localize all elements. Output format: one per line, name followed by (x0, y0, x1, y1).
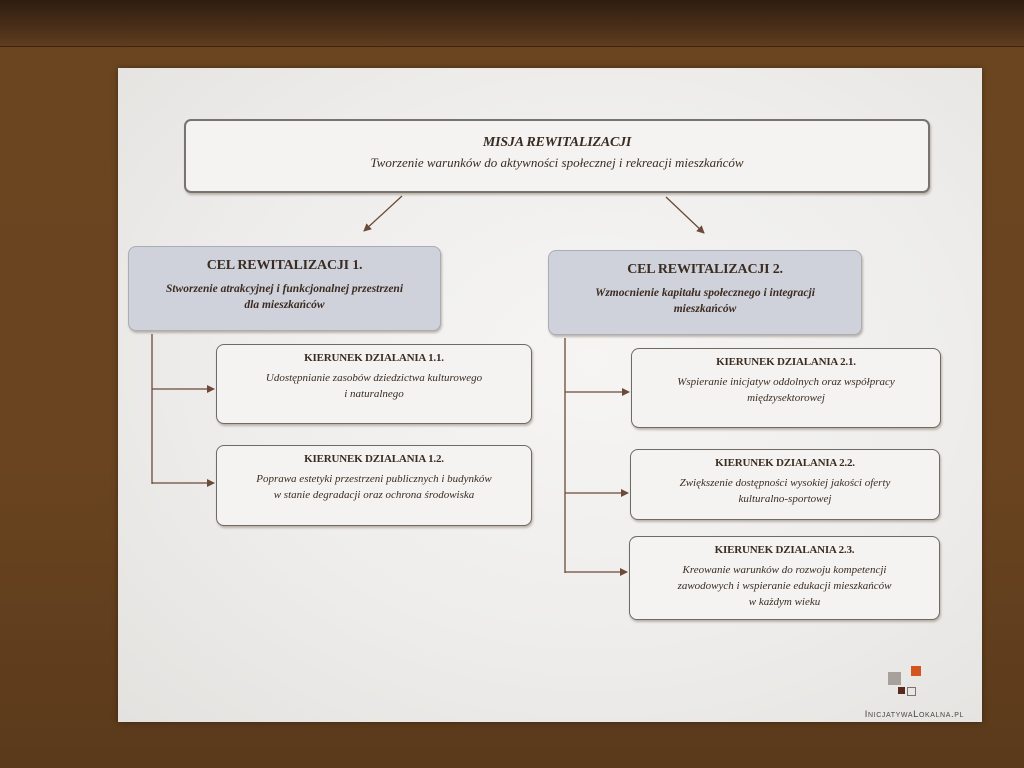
logo-square-gray (888, 672, 901, 685)
action-2-1-description (644, 374, 928, 406)
logo-square-outline (907, 687, 916, 696)
action-2-1-line: międzysektorowej (747, 392, 825, 404)
projection-screen (118, 68, 982, 722)
action-2-2-description (643, 475, 927, 507)
action-2-3-line: w każdym wieku (748, 596, 821, 608)
goal-1-subtitle (143, 281, 426, 313)
action-1-2-title: KIERUNEK DZIALANIA 1.2. (304, 453, 444, 465)
action-1-2-line: w stanie degradacji oraz ochrona środowiska (273, 489, 475, 501)
brand-logo-icon (888, 666, 928, 702)
wall-trim (0, 0, 1024, 47)
action-2-2-box (630, 449, 940, 520)
mission-box (184, 119, 930, 193)
mission-subtitle: Tworzenie warunków do aktywności społecznej i rekreacji mieszkańców (370, 155, 744, 170)
action-2-3-description (642, 562, 927, 610)
goal-2-subtitle-line: Wzmocnienie kapitału społecznego i integracji (595, 287, 815, 299)
goal-1-subtitle-line: dla mieszkańców (244, 299, 325, 311)
mission-title: MISJA REWITALIZACJI (482, 135, 632, 150)
action-2-2-line: Zwiększenie dostępności wysokiej jakości oferty (679, 477, 891, 489)
goal-2-subtitle (563, 285, 847, 317)
action-1-2-description (229, 471, 519, 503)
action-2-3-box (629, 536, 940, 620)
action-1-1-description (229, 370, 519, 402)
action-2-1-box (631, 348, 941, 428)
action-2-2-title: KIERUNEK DZIALANIA 2.2. (715, 457, 855, 469)
logo-square-orange (911, 666, 921, 676)
action-1-1-line: Udostępnianie zasobów dziedzictwa kulturowego (265, 372, 483, 384)
action-1-2-box (216, 445, 532, 526)
action-2-3-line: zawodowych i wspieranie edukacji mieszkańców (677, 580, 892, 592)
brand-text: InicjatywaLokalna.pl (864, 709, 964, 720)
action-1-1-line: i naturalnego (344, 388, 404, 400)
action-2-1-line: Wspieranie inicjatyw oddolnych oraz współpracy (677, 376, 895, 388)
action-2-3-title: KIERUNEK DZIALANIA 2.3. (714, 544, 855, 556)
arrow-mission-to-goal-1 (364, 196, 402, 231)
action-1-1-title: KIERUNEK DZIALANIA 1.1. (304, 352, 444, 364)
action-2-1-title: KIERUNEK DZIALANIA 2.1. (716, 356, 856, 368)
action-2-2-line: kulturalno-sportowej (738, 493, 832, 505)
goal-1-title: CEL REWITALIZACJI 1. (206, 258, 363, 273)
logo-square-brown (898, 687, 905, 694)
action-1-2-line: Poprawa estetyki przestrzeni publicznych i budynków (256, 473, 492, 485)
action-1-1-box (216, 344, 532, 424)
goal-1-subtitle-line: Stworzenie atrakcyjnej i funkcjonalnej przestrzeni (165, 283, 404, 295)
goal-1-box (128, 246, 441, 331)
goal-2-box (548, 250, 862, 335)
action-2-3-line: Kreowanie warunków do rozwoju kompetencji (682, 564, 887, 576)
arrow-mission-to-goal-2 (666, 197, 704, 233)
goal-2-subtitle-line: mieszkańców (673, 303, 737, 315)
goal-2-title: CEL REWITALIZACJI 2. (627, 262, 783, 277)
